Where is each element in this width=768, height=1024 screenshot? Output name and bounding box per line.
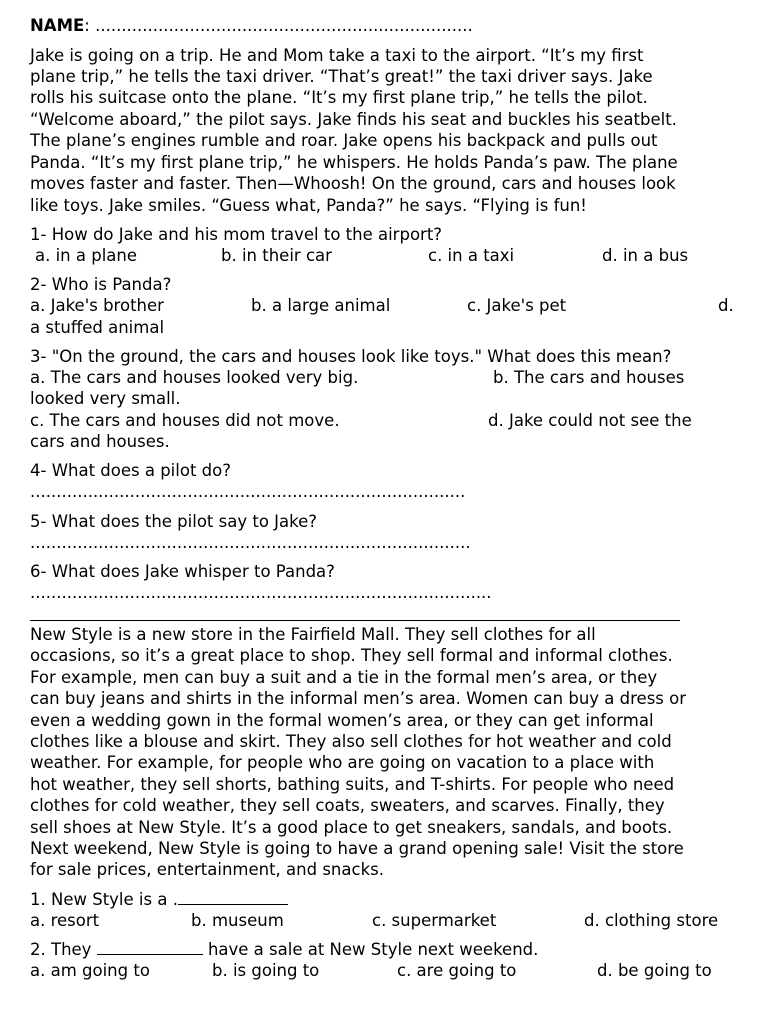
passage-2-line: hot weather, they sell shorts, bathing suits, and T-shirts. For people who need: [30, 775, 675, 794]
passage-2-line: New Style is a new store in the Fairfield Mall. They sell clothes for all: [30, 625, 596, 644]
passage-1-line: plane trip,” he tells the taxi driver. “That’s great!” the taxi driver says. Jake: [30, 67, 653, 86]
q2-option-d-text[interactable]: a stuffed animal: [30, 318, 165, 337]
question-4: 4- What does a pilot do?: [30, 461, 231, 480]
passage-1-line: “Welcome aboard,” the pilot says. Jake finds his seat and buckles his seatbelt.: [30, 110, 677, 129]
passage-2-line: weather. For example, for people who are going on vacation to a place with: [30, 753, 655, 772]
p2q1-option-a[interactable]: a. resort: [30, 911, 100, 930]
p2-question-1-text: 1. New Style is a .: [30, 890, 178, 909]
p2q1-option-c[interactable]: c. supermarket: [372, 911, 497, 930]
p2q1-option-b[interactable]: b. museum: [191, 911, 284, 930]
p2-question-1-blank[interactable]: [178, 890, 288, 905]
q4-answer-blank[interactable]: ...................................................................................: [30, 482, 466, 501]
q2-option-b[interactable]: b. a large animal: [251, 296, 391, 315]
passage-2-line: clothes for cold weather, they sell coats, sweaters, and scarves. Finally, they: [30, 796, 665, 815]
q1-option-b[interactable]: b. in their car: [221, 246, 332, 265]
name-label: NAME: [30, 16, 85, 35]
q5-answer-blank[interactable]: ....................................................................................: [30, 533, 471, 552]
q3-option-c[interactable]: c. The cars and houses did not move.: [30, 411, 340, 430]
passage-1-line: like toys. Jake smiles. “Guess what, Panda?” he says. “Flying is fun!: [30, 196, 587, 215]
p2q1-option-d[interactable]: d. clothing store: [584, 911, 719, 930]
q3-option-b-wrap[interactable]: looked very small.: [30, 389, 181, 408]
passage-2-line: even a wedding gown in the formal women’s area, or they can get informal: [30, 711, 654, 730]
passage-1-line: moves faster and faster. Then—Whoosh! On the ground, cars and houses look: [30, 174, 676, 193]
q3-option-d-wrap[interactable]: cars and houses.: [30, 432, 170, 451]
passage-1-line: The plane’s engines rumble and roar. Jake opens his backpack and pulls out: [30, 131, 658, 150]
name-blank[interactable]: : ........................................................................: [84, 16, 473, 35]
p2-question-2: [30, 939, 538, 960]
q3-option-d[interactable]: d. Jake could not see the: [488, 411, 692, 430]
passage-1-line: Panda. “It’s my first plane trip,” he whispers. He holds Panda’s paw. The plane: [30, 153, 678, 172]
p2-question-1: [30, 889, 288, 910]
q3-option-a[interactable]: a. The cars and houses looked very big.: [30, 368, 359, 387]
p2-question-2-end: have a sale at New Style next weekend.: [207, 940, 539, 959]
passage-1-line: rolls his suitcase onto the plane. “It’s my first plane trip,” he tells the pilot.: [30, 88, 648, 107]
q1-option-d[interactable]: d. in a bus: [602, 246, 689, 265]
passage-2-line: Next weekend, New Style is going to have a grand opening sale! Visit the store: [30, 839, 684, 858]
p2q2-option-a[interactable]: a. am going to: [30, 961, 150, 980]
passage-2-line: clothes like a blouse and skirt. They also sell clothes for hot weather and cold: [30, 732, 672, 751]
question-2: 2- Who is Panda?: [30, 275, 172, 294]
p2-question-2-start: 2. They: [30, 940, 92, 959]
passage-1-line: Jake is going on a trip. He and Mom take a taxi to the airport. “It’s my first: [30, 46, 644, 65]
p2q2-option-c[interactable]: c. are going to: [397, 961, 517, 980]
q2-option-c[interactable]: c. Jake's pet: [467, 296, 567, 315]
q2-option-d[interactable]: d.: [718, 296, 734, 315]
question-5: 5- What does the pilot say to Jake?: [30, 512, 318, 531]
q1-option-a[interactable]: a. in a plane: [35, 246, 138, 265]
passage-2-line: can buy jeans and shirts in the informal men’s area. Women can buy a dress or: [30, 689, 687, 708]
question-6: 6- What does Jake whisper to Panda?: [30, 562, 335, 581]
passage-2-line: sell shoes at New Style. It’s a good place to get sneakers, sandals, and boots.: [30, 818, 673, 837]
q1-option-c[interactable]: c. in a taxi: [428, 246, 515, 265]
p2q2-option-b[interactable]: b. is going to: [212, 961, 320, 980]
q3-option-b[interactable]: b. The cars and houses: [493, 368, 685, 387]
passage-2-line: occasions, so it’s a great place to shop. They sell formal and informal clothes.: [30, 646, 673, 665]
name-line: [30, 15, 473, 36]
question-1: 1- How do Jake and his mom travel to the airport?: [30, 225, 443, 244]
p2-question-2-blank[interactable]: [97, 940, 203, 955]
p2q2-option-d[interactable]: d. be going to: [597, 961, 712, 980]
section-divider: [30, 620, 680, 621]
q2-option-a[interactable]: a. Jake's brother: [30, 296, 164, 315]
q6-answer-blank[interactable]: ........................................................................................: [30, 583, 492, 602]
passage-2-line: for sale prices, entertainment, and snacks.: [30, 860, 384, 879]
question-3: 3- "On the ground, the cars and houses look like toys." What does this mean?: [30, 347, 672, 366]
passage-2-line: For example, men can buy a suit and a tie in the formal men’s area, or they: [30, 668, 658, 687]
